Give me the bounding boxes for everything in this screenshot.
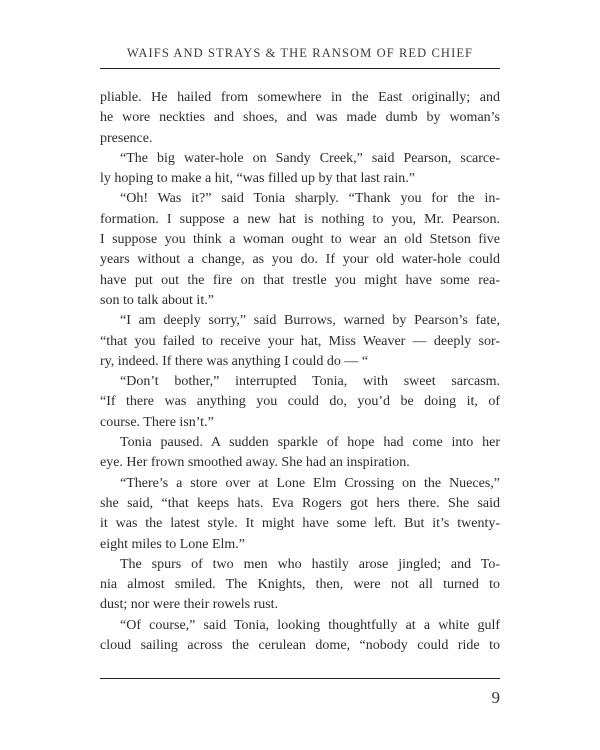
text-line: eye. Her frown smoothed away. She had an inspiration. — [100, 455, 410, 471]
paragraph — [100, 88, 500, 149]
paragraph — [100, 189, 500, 311]
text-line: “Oh! Was it?” said Tonia sharply. “Thank you for the in- — [120, 191, 500, 207]
paragraph — [100, 372, 500, 433]
text-line: “I am deeply sorry,” said Burrows, warned by Pearson’s fate, — [120, 313, 500, 329]
paragraph — [100, 433, 500, 474]
text-line: Tonia paused. A sudden sparkle of hope had come into her — [120, 435, 500, 451]
text-line: she said, “that keeps hats. Eva Rogers got hers there. She said — [100, 495, 500, 511]
header-rule — [100, 68, 500, 69]
text-line: “The big water-hole on Sandy Creek,” said Pearson, scarce- — [120, 150, 500, 166]
text-line: he wore neckties and shoes, and was made dumb by woman’s — [100, 110, 500, 126]
running-head: WAIFS AND STRAYS & THE RANSOM OF RED CHIEF — [126, 46, 474, 60]
text-line: “that you failed to receive your hat, Miss Weaver — deeply sor- — [100, 333, 500, 349]
page-number: 9 — [491, 688, 500, 707]
text-line: ly hoping to make a hit, “was filled up by that last rain.” — [100, 171, 415, 187]
text-line: formation. I suppose a new hat is nothing to you, Mr. Pearson. — [100, 211, 500, 227]
text-line: son to talk about it.” — [100, 292, 214, 308]
text-line: years without a change, as you do. If your old water-hole could — [100, 252, 500, 268]
text-line: “If there was anything you could do, you’d be doing it, of — [100, 394, 500, 410]
text-line: “There’s a store over at Lone Elm Crossing on the Nueces,” — [120, 475, 500, 491]
text-line: I suppose you think a woman ought to wear an old Stetson five — [100, 232, 500, 248]
text-line: nia almost smiled. The Knights, then, were not all turned to — [100, 577, 500, 593]
text-line: ry, indeed. If there was anything I could do — “ — [100, 353, 369, 369]
text-line: cloud sailing across the cerulean dome, “nobody could ride to — [100, 638, 500, 654]
text-line: “Don’t bother,” interrupted Tonia, with sweet sarcasm. — [120, 374, 500, 390]
text-line: it was the latest style. It might have some left. But it’s twenty- — [100, 516, 500, 532]
text-line: course. There isn’t.” — [100, 414, 214, 430]
text-line: pliable. He hailed from somewhere in the East originally; and — [100, 90, 500, 105]
footer-rule — [100, 678, 500, 679]
text-line: eight miles to Lone Elm.” — [100, 536, 246, 552]
paragraph — [100, 474, 500, 555]
paragraph — [100, 149, 500, 190]
text-line: “Of course,” said Tonia, looking thoughtfully at a white gulf — [120, 617, 500, 633]
paragraph — [100, 616, 500, 657]
text-line: have put out the fire on that trestle you might have some rea- — [100, 272, 500, 288]
text-line: The spurs of two men who hastily arose jingled; and To- — [120, 556, 500, 572]
paragraph — [100, 311, 500, 372]
text-line: dust; nor were their rowels rust. — [100, 597, 279, 613]
text-line: presence. — [100, 130, 153, 146]
paragraph — [100, 555, 500, 616]
body-text — [100, 88, 500, 656]
